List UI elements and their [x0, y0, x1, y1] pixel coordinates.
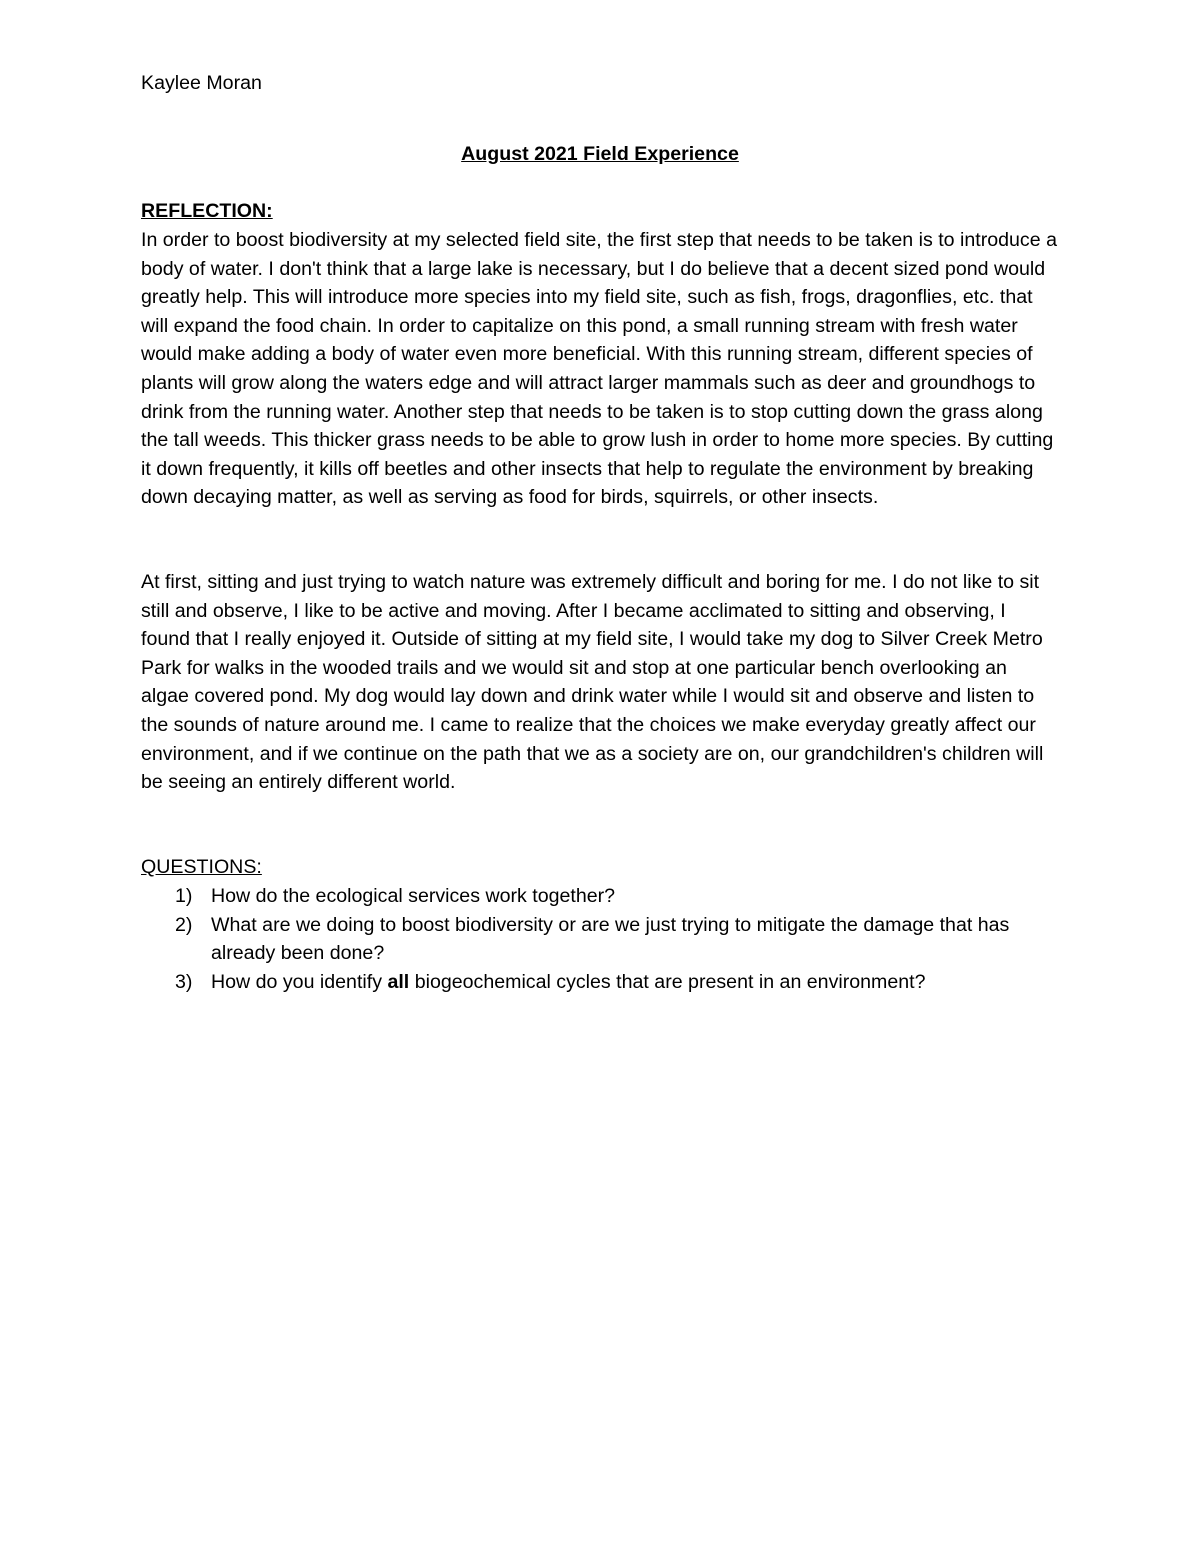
question-item-3: [141, 968, 1059, 997]
question-text-after: biogeochemical cycles that are present in an environment?: [409, 970, 926, 993]
reflection-paragraph-2: At first, sitting and just trying to watch nature was extremely difficult and boring for me. I do not like to sit still and observe, I like to be active and moving. After I became acclimated to sitting and observing, I found that I really enjoyed it. Outside of sitting at my field site, I would take my dog to Silver Creek Metro Park for walks in the wooded trails and we would sit and stop at one particular bench overlooking an algae covered pond. My dog would lay down and drink water while I would sit and observe and listen to the sounds of nature around me. I came to realize that the choices we make everyday greatly affect our environment, and if we continue on the path that we as a society are on, our grandchildren's children will be seeing an entirely different world.: [141, 571, 1044, 794]
question-text: How do the ecological services work together?: [211, 885, 616, 907]
question-text: What are we doing to boost biodiversity or are we just trying to mitigate the damage that has already been done?: [211, 913, 1010, 965]
question-emphasis: all: [387, 970, 410, 993]
question-item-2: [141, 911, 1059, 968]
question-text-before: How do you identify: [211, 970, 388, 993]
questions-list: [141, 882, 1059, 996]
questions-heading: QUESTIONS:: [141, 856, 262, 878]
question-number: 1): [175, 885, 193, 907]
document-title: August 2021 Field Experience: [461, 143, 739, 165]
question-item-1: [141, 882, 1059, 911]
author-name: Kaylee Moran: [141, 72, 262, 94]
question-number: 2): [175, 913, 193, 936]
reflection-paragraph-1: In order to boost biodiversity at my selected field site, the first step that needs to be taken is to introduce a body of water. I don't think that a large lake is necessary, but I do believe that a decent sized pond would greatly help. This will introduce more species into my field site, such as fish, frogs, dragonflies, etc. that will expand the food chain. In order to capitalize on this pond, a small running stream with fresh water would make adding a body of water even more beneficial. With this running stream, different species of plants will grow along the waters edge and will attract larger mammals such as deer and groundhogs to drink from the running water. Another step that needs to be taken is to stop cutting down the grass along the tall weeds. This thicker grass needs to be able to grow lush in order to home more species. By cutting it down frequently, it kills off beetles and other insects that help to regulate the environment by breaking down decaying matter, as well as serving as food for birds, squirrels, or other insects.: [141, 229, 1057, 509]
question-number: 3): [175, 970, 193, 993]
reflection-heading: REFLECTION:: [141, 200, 273, 222]
